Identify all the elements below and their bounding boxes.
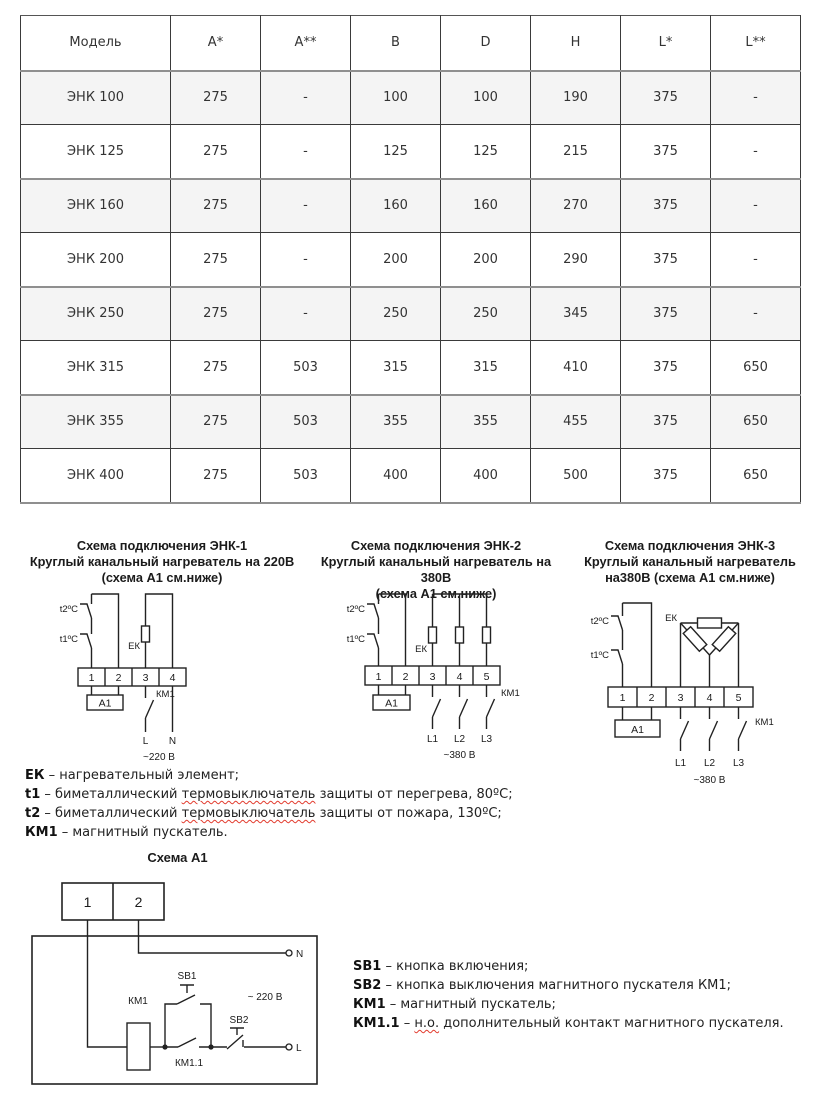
cell: 270 xyxy=(531,179,621,233)
schema1-title-line3: (схема А1 см.ниже) xyxy=(101,570,223,585)
cell: 200 xyxy=(441,233,531,287)
enk1-wiring-diagram xyxy=(20,586,270,778)
terminal-3: 3 xyxy=(429,671,436,683)
table-row xyxy=(21,233,801,287)
cell: - xyxy=(261,125,351,179)
a1-label: А1 xyxy=(631,724,644,736)
cell: 215 xyxy=(531,125,621,179)
cell: 375 xyxy=(621,71,711,125)
terminal-1: 1 xyxy=(83,894,92,910)
t1-label: t1ºC xyxy=(346,634,365,645)
terminal-4: 4 xyxy=(706,692,713,704)
cell: - xyxy=(261,71,351,125)
cell: 290 xyxy=(531,233,621,287)
cell: 503 xyxy=(261,395,351,449)
heater-element-symbol xyxy=(429,627,437,643)
cell: 503 xyxy=(261,449,351,503)
legend-item-t2: t2 – биметаллический термовыключатель защиты от пожара, 130ºС; xyxy=(25,806,502,821)
cell: 250 xyxy=(441,287,531,341)
cell: 355 xyxy=(441,395,531,449)
cell: - xyxy=(711,233,801,287)
header-a2: A** xyxy=(261,16,351,71)
neutral-n-label: N xyxy=(168,736,177,747)
t1-label: t1ºC xyxy=(59,634,78,645)
km1-label: КМ1 xyxy=(128,996,148,1007)
voltage-380-label: ~380 В xyxy=(693,775,726,786)
sb2-label: SB2 xyxy=(229,1015,249,1026)
enk2-wiring-diagram xyxy=(330,586,580,786)
cell: 355 xyxy=(351,395,441,449)
cell: ЭНК 250 xyxy=(21,287,171,341)
cell: 400 xyxy=(351,449,441,503)
table-header-row xyxy=(21,16,801,71)
cell: - xyxy=(711,71,801,125)
cell: 275 xyxy=(171,233,261,287)
phase-l-label: L xyxy=(296,1043,302,1054)
cell: 275 xyxy=(171,125,261,179)
a1-legend xyxy=(353,957,784,1033)
cell: 375 xyxy=(621,233,711,287)
ek-label: ЕК xyxy=(415,644,427,655)
a1-control-diagram xyxy=(25,876,345,1096)
terminal-1: 1 xyxy=(619,692,626,704)
cell: 190 xyxy=(531,71,621,125)
heater-element-symbol xyxy=(683,627,707,651)
cell: 650 xyxy=(711,449,801,503)
phase-l2-label: L2 xyxy=(703,758,716,769)
schema2-title-line1: Схема подключения ЭНК-2 xyxy=(350,538,522,553)
heater-element-symbol xyxy=(483,627,491,643)
cell: 275 xyxy=(171,395,261,449)
t1-label: t1ºC xyxy=(590,650,609,661)
terminal-2: 2 xyxy=(134,894,143,910)
t2-label: t2ºC xyxy=(590,616,609,627)
voltage-220-label: ~ 220 В xyxy=(247,992,283,1003)
heater-element-symbol xyxy=(142,626,150,642)
cell: 375 xyxy=(621,125,711,179)
t2-label: t2ºC xyxy=(346,604,365,615)
voltage-220-label: ~220 В xyxy=(143,752,175,763)
header-h: H xyxy=(531,16,621,71)
cell: ЭНК 200 xyxy=(21,233,171,287)
terminal-4: 4 xyxy=(169,672,176,684)
cell: 125 xyxy=(351,125,441,179)
ek-label: ЕК xyxy=(665,613,677,624)
schema2-title-line2: Круглый канальный нагреватель на 380В xyxy=(320,554,552,585)
legend-item-km1: КМ1 – магнитный пускатель; xyxy=(353,997,556,1012)
header-model: Модель xyxy=(21,16,171,71)
cell: 160 xyxy=(351,179,441,233)
cell: 375 xyxy=(621,395,711,449)
schema3-title-line2: Круглый канальный нагреватель xyxy=(584,554,796,569)
cell: 275 xyxy=(171,341,261,395)
km1-coil xyxy=(127,1023,150,1070)
voltage-380-label: ~380 В xyxy=(443,750,476,761)
cell: 160 xyxy=(441,179,531,233)
km11-label: КМ1.1 xyxy=(174,1058,204,1069)
cell: - xyxy=(711,287,801,341)
header-d: D xyxy=(441,16,531,71)
schema2-title-line3: (схема А1 см.ниже) xyxy=(375,586,497,601)
legend-item-t1: t1 – биметаллический термовыключатель защиты от перегрева, 80ºС; xyxy=(25,787,513,802)
sb1-label: SB1 xyxy=(177,971,197,982)
phase-l1-label: L1 xyxy=(674,758,687,769)
cell: ЭНК 100 xyxy=(21,71,171,125)
terminal-4: 4 xyxy=(456,671,463,683)
cell: - xyxy=(261,179,351,233)
cell: 275 xyxy=(171,449,261,503)
a1-label: А1 xyxy=(385,697,398,710)
cell: 375 xyxy=(621,287,711,341)
phase-l-label: L xyxy=(142,736,149,747)
table-row xyxy=(21,125,801,179)
phase-l2-label: L2 xyxy=(453,734,466,745)
legend-item-km11: КМ1.1 – н.о. дополнительный контакт магнитного пускателя. xyxy=(353,1016,784,1031)
legend-item-km1: КМ1 – магнитный пускатель. xyxy=(25,825,228,840)
schema3-title-line3: на380В (схема А1 см.ниже) xyxy=(605,570,775,585)
table-row xyxy=(21,71,801,125)
legend-item-ek: ЕК – нагревательный элемент; xyxy=(25,768,240,783)
cell: ЭНК 160 xyxy=(21,179,171,233)
terminal-5: 5 xyxy=(483,671,490,683)
cell: 250 xyxy=(351,287,441,341)
cell: 375 xyxy=(621,341,711,395)
schema1-title-line2: Круглый канальный нагреватель на 220В xyxy=(29,554,295,569)
terminal-3: 3 xyxy=(677,692,684,704)
cell: ЭНК 355 xyxy=(21,395,171,449)
cell: 650 xyxy=(711,395,801,449)
header-l1: L* xyxy=(621,16,711,71)
dimensions-table xyxy=(20,15,801,504)
terminal-3: 3 xyxy=(142,672,149,684)
terminal-2: 2 xyxy=(648,692,655,704)
cell: 275 xyxy=(171,287,261,341)
neutral-n-label: N xyxy=(296,949,304,960)
schema3-title-line1: Схема подключения ЭНК-3 xyxy=(604,538,776,553)
components-legend xyxy=(25,766,513,842)
cell: 275 xyxy=(171,71,261,125)
heater-element-symbol xyxy=(698,618,722,628)
phase-l1-label: L1 xyxy=(426,734,439,745)
terminal-5: 5 xyxy=(735,692,742,704)
cell: - xyxy=(711,125,801,179)
cell: ЭНК 315 xyxy=(21,341,171,395)
cell: 410 xyxy=(531,341,621,395)
cell: 315 xyxy=(351,341,441,395)
schema3-title xyxy=(572,538,808,586)
header-l2: L** xyxy=(711,16,801,71)
km1-label: КМ1 xyxy=(156,689,175,700)
cell: 500 xyxy=(531,449,621,503)
header-a1: A* xyxy=(171,16,261,71)
legend-item-sb2: SB2 – кнопка выключения магнитного пускателя КМ1; xyxy=(353,978,732,993)
cell: 650 xyxy=(711,341,801,395)
t2-label: t2ºC xyxy=(59,604,78,615)
cell: 100 xyxy=(351,71,441,125)
heater-element-symbol xyxy=(456,627,464,643)
cell: 125 xyxy=(441,125,531,179)
table-row xyxy=(21,449,801,503)
table-row xyxy=(21,287,801,341)
cell: 400 xyxy=(441,449,531,503)
table-row xyxy=(21,341,801,395)
km1-label: КМ1 xyxy=(755,717,774,728)
cell: - xyxy=(261,287,351,341)
terminal-1: 1 xyxy=(88,672,95,684)
cell: - xyxy=(261,233,351,287)
km1-label: КМ1 xyxy=(501,688,520,699)
a1-label: А1 xyxy=(98,697,112,710)
heater-element-symbol xyxy=(712,627,736,651)
cell: 375 xyxy=(621,179,711,233)
enk3-wiring-diagram xyxy=(585,586,820,801)
schema1-title xyxy=(12,538,312,586)
schema1-title-line1: Схема подключения ЭНК-1 xyxy=(76,538,248,553)
cell: - xyxy=(711,179,801,233)
cell: 503 xyxy=(261,341,351,395)
table-row xyxy=(21,179,801,233)
phase-l3-label: L3 xyxy=(480,734,493,745)
cell: ЭНК 125 xyxy=(21,125,171,179)
cell: 455 xyxy=(531,395,621,449)
ek-label: ЕК xyxy=(128,641,140,652)
cell: 275 xyxy=(171,179,261,233)
terminal-2: 2 xyxy=(115,672,122,684)
cell: 375 xyxy=(621,449,711,503)
header-b: B xyxy=(351,16,441,71)
cell: ЭНК 400 xyxy=(21,449,171,503)
table-row xyxy=(21,395,801,449)
legend-item-sb1: SB1 – кнопка включения; xyxy=(353,959,529,974)
cell: 100 xyxy=(441,71,531,125)
terminal-1: 1 xyxy=(375,671,382,683)
terminal-2: 2 xyxy=(402,671,409,683)
phase-l3-label: L3 xyxy=(732,758,745,769)
cell: 345 xyxy=(531,287,621,341)
a1-schema-title: Схема А1 xyxy=(147,850,208,865)
cell: 200 xyxy=(351,233,441,287)
cell: 315 xyxy=(441,341,531,395)
